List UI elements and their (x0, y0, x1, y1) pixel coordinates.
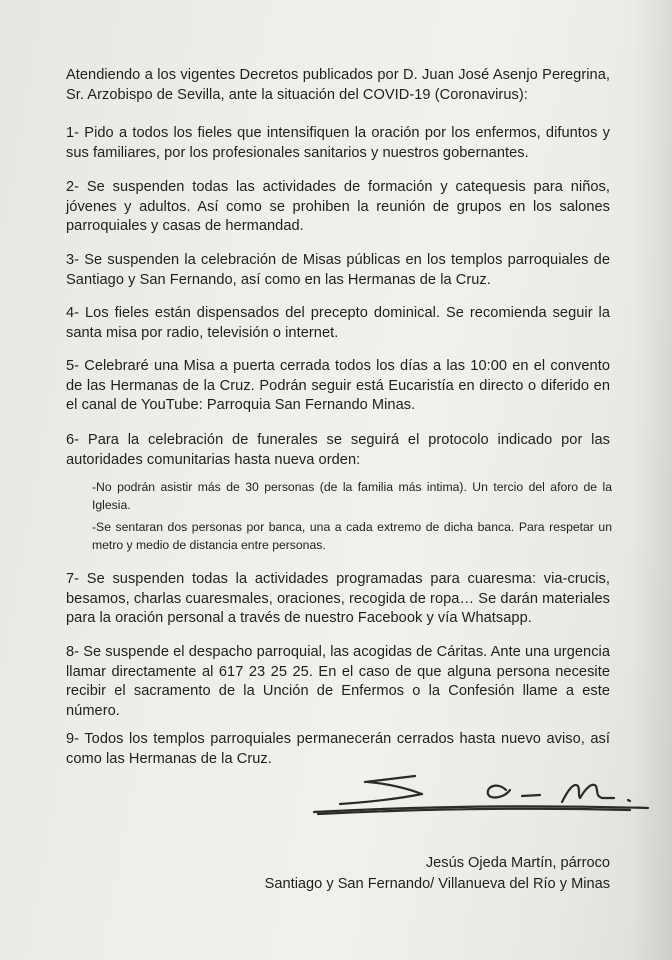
item-8: 8- Se suspende el despacho parroquial, las acogidas de Cáritas. Ante una urgencia llamar directamente al 617 23 25 25. En el caso de que alguna persona necesite recibir el sacramento de la Unción de Enfermos o la Confesión llame a este número. (66, 644, 610, 719)
signature-parish: Santiago y San Fernando/ Villanueva del Río y Minas (264, 876, 610, 892)
signature-name: Jesús Ojeda Martín, párroco (425, 855, 610, 871)
item-2: 2- Se suspenden todas las actividades de formación y catequesis para niños, jóvenes y adultos. Así como se prohiben la reunión de grupos en los salones parroquiales y casas de hermandad. (66, 179, 610, 234)
item-9: 9- Todos los templos parroquiales permanecerán cerrados hasta nuevo aviso, así como las Hermanas de la Cruz. (66, 731, 610, 767)
handwritten-signature (310, 768, 652, 818)
funeral-rule-1: -No podrán asistir más de 30 personas (de la familia más intima). Un tercio del aforo de la Iglesia. (92, 480, 612, 512)
signature-block (210, 853, 610, 895)
item-3: 3- Se suspenden la celebración de Misas públicas en los templos parroquiales de Santiago y San Fernando, así como en las Hermanas de la Cruz. (66, 252, 610, 288)
item-6: 6- Para la celebración de funerales se seguirá el protocolo indicado por las autoridades comunitarias hasta nueva orden: (66, 432, 610, 468)
item-4: 4- Los fieles están dispensados del precepto dominical. Se recomienda seguir la santa misa por radio, televisión o internet. (66, 305, 610, 341)
item-1: 1- Pido a todos los fieles que intensifiquen la oración por los enfermos, difuntos y sus familiares, por los profesionales sanitarios y nuestros gobernantes. (66, 125, 610, 161)
item-5: 5- Celebraré una Misa a puerta cerrada todos los días a las 10:00 en el convento de las Hermanas de la Cruz. Podrán seguir está Eucaristía en directo o diferido en el canal de YouTube: Parroquia San Fernando Minas. (66, 358, 610, 413)
intro-paragraph: Atendiendo a los vigentes Decretos publicados por D. Juan José Asenjo Peregrina, Sr. Arzobispo de Sevilla, ante la situación del COVID-19 (Coronavirus): (66, 67, 610, 103)
funeral-rule-2: -Se sentaran dos personas por banca, una a cada extremo de dicha banca. Para respetar un metro y medio de distancia entre personas. (92, 520, 612, 552)
item-7: 7- Se suspenden todas la actividades programadas para cuaresma: via-crucis, besamos, charlas cuaresmales, oraciones, recogida de ropa… Se darán materiales para la oración personal a través de nuestro Facebook y vía Whatsapp. (66, 571, 610, 626)
